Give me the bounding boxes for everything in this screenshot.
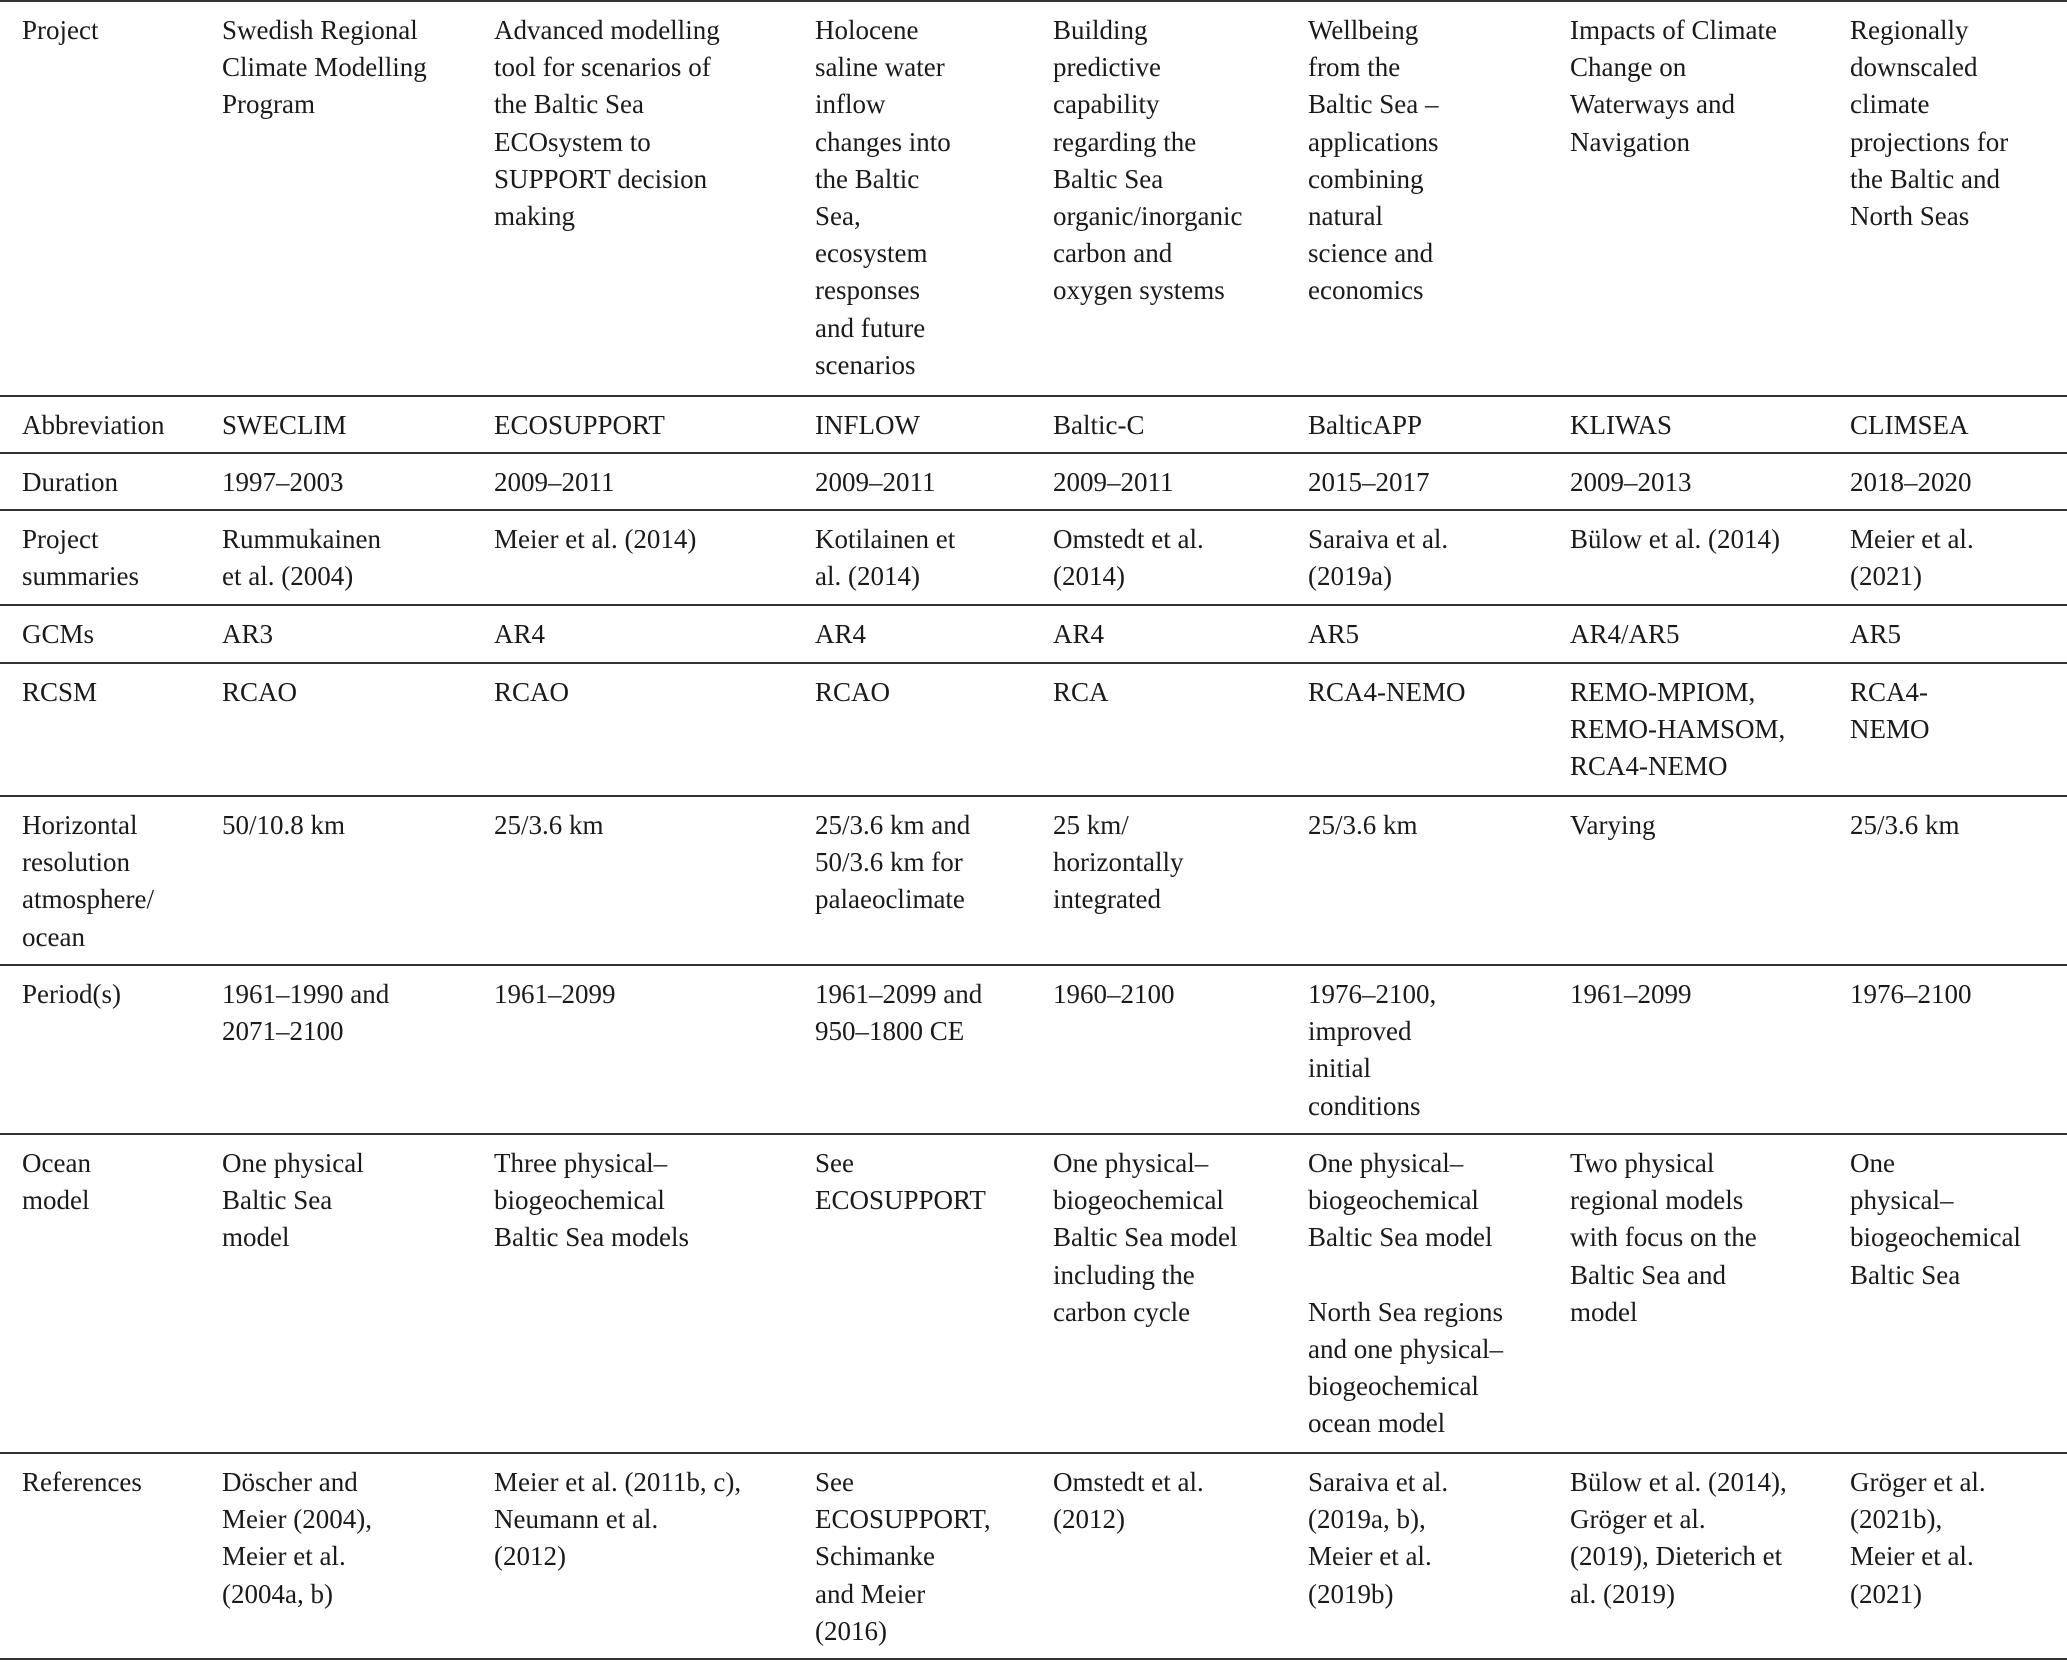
table-cell: RCA <box>1053 677 1109 707</box>
table-cell: Bülow et al. (2014) <box>1570 524 1780 554</box>
table-cell: 25/3.6 km and 50/3.6 km for palaeoclimate <box>815 810 971 915</box>
table-cell: Gröger et al. (2021b), Meier et al. (2021) <box>1850 1467 1986 1609</box>
table-row-periods <box>0 964 2067 1134</box>
row-label: Ocean model <box>22 1148 91 1216</box>
table-cell: Advanced modelling tool for scenarios of the Baltic Sea ECOsystem to SUPPORT decision making <box>494 15 720 232</box>
table-cell: Regionally downscaled climate projections for the Baltic and North Seas <box>1850 15 2009 232</box>
table-cell: Swedish Regional Climate Modelling Program <box>222 15 427 120</box>
table-cell: Saraiva et al. (2019a, b), Meier et al. (2019b) <box>1308 1467 1449 1609</box>
table-cell: 1976–2100 <box>1850 979 1972 1009</box>
table-row-ocean-model <box>0 1133 2067 1453</box>
table-cell: 1961–1990 and 2071–2100 <box>222 979 390 1047</box>
table-cell: 25/3.6 km <box>494 810 604 840</box>
table-cell: 1997–2003 <box>222 467 344 497</box>
table-cell: Bülow et al. (2014), Gröger et al. (2019), Dieterich et al. (2019) <box>1570 1467 1787 1609</box>
table-cell: 2009–2013 <box>1570 467 1692 497</box>
table-cell: BalticAPP <box>1308 410 1423 440</box>
table-cell: One physical Baltic Sea model <box>222 1148 364 1253</box>
table-cell: Meier et al. (2021) <box>1850 524 1974 592</box>
table-cell: 1961–2099 <box>1570 979 1692 1009</box>
table-row-abbreviation <box>0 395 2067 452</box>
table-cell: AR4 <box>815 619 867 649</box>
table-cell: AR4 <box>494 619 546 649</box>
row-label: Duration <box>22 467 118 497</box>
table-cell: Wellbeing from the Baltic Sea – applications combining natural science and economics <box>1308 15 1439 306</box>
table-cell: 2018–2020 <box>1850 467 1972 497</box>
table-cell: CLIMSEA <box>1850 410 1969 440</box>
table-cell: AR3 <box>222 619 274 649</box>
table-row-project <box>0 0 2067 396</box>
table-cell: One physical– biogeochemical Baltic Sea <box>1850 1148 2021 1290</box>
table-cell: KLIWAS <box>1570 410 1672 440</box>
table-row-horizontal-resolution <box>0 795 2067 965</box>
table-cell: RCAO <box>222 677 298 707</box>
table-cell: 50/10.8 km <box>222 810 346 840</box>
table-cell: 25/3.6 km <box>1308 810 1418 840</box>
table-row-project-summaries <box>0 509 2067 605</box>
table-cell: RCAO <box>815 677 891 707</box>
row-label: Horizontal resolution atmosphere/ ocean <box>22 810 154 952</box>
table-cell: Kotilainen et al. (2014) <box>815 524 956 592</box>
table-cell: 1976–2100, improved initial conditions <box>1308 979 1437 1121</box>
row-label: Project <box>22 15 99 45</box>
table-row-duration <box>0 452 2067 510</box>
table-cell: REMO-MPIOM, REMO-HAMSOM, RCA4-NEMO <box>1570 677 1786 782</box>
table-cell: One physical– biogeochemical Baltic Sea model North Sea regions and one physical– biogeochemical ocean model <box>1308 1148 1503 1439</box>
row-label: Abbreviation <box>22 410 165 440</box>
table-cell: Omstedt et al. (2012) <box>1053 1467 1204 1535</box>
table-row-references <box>0 1452 2067 1660</box>
table-cell: AR5 <box>1850 619 1902 649</box>
table-cell: One physical– biogeochemical Baltic Sea model including the carbon cycle <box>1053 1148 1238 1327</box>
table-cell: 25/3.6 km <box>1850 810 1960 840</box>
table-cell: 2009–2011 <box>815 467 936 497</box>
table-row-rcsm <box>0 662 2067 796</box>
row-label: GCMs <box>22 619 95 649</box>
table-cell: Three physical– biogeochemical Baltic Sea models <box>494 1148 689 1253</box>
table-cell: Building predictive capability regarding the Baltic Sea organic/inorganic carbon and oxygen systems <box>1053 15 1243 306</box>
table-cell: 2015–2017 <box>1308 467 1430 497</box>
table-cell: Meier et al. (2011b, c), Neumann et al. (2012) <box>494 1467 742 1572</box>
table-cell: AR4 <box>1053 619 1105 649</box>
table-cell: Meier et al. (2014) <box>494 524 697 554</box>
table-cell: See ECOSUPPORT, Schimanke and Meier (2016) <box>815 1467 991 1646</box>
table-cell: See ECOSUPPORT <box>815 1148 986 1216</box>
table-cell: Holocene saline water inflow changes into the Baltic Sea, ecosystem responses and future scenarios <box>815 15 951 380</box>
row-label: RCSM <box>22 677 98 707</box>
table-cell: RCA4- NEMO <box>1850 677 1930 745</box>
row-label: References <box>22 1467 142 1497</box>
table-cell: 2009–2011 <box>1053 467 1174 497</box>
table-cell: Impacts of Climate Change on Waterways and Navigation <box>1570 15 1777 157</box>
table-cell: INFLOW <box>815 410 920 440</box>
table-cell: RCA4-NEMO <box>1308 677 1466 707</box>
row-label: Project summaries <box>22 524 139 592</box>
table-cell: Two physical regional models with focus on the Baltic Sea and model <box>1570 1148 1757 1327</box>
table-cell: 1961–2099 and 950–1800 CE <box>815 979 983 1047</box>
table-row-gcms <box>0 604 2067 663</box>
table-cell: AR5 <box>1308 619 1360 649</box>
table-cell: Baltic-C <box>1053 410 1145 440</box>
table-cell: Omstedt et al. (2014) <box>1053 524 1204 592</box>
table-cell: 1961–2099 <box>494 979 616 1009</box>
table-cell: AR4/AR5 <box>1570 619 1680 649</box>
table-cell: ECOSUPPORT <box>494 410 665 440</box>
table-cell: 25 km/ horizontally integrated <box>1053 810 1184 915</box>
table-cell: RCAO <box>494 677 570 707</box>
table-cell: 2009–2011 <box>494 467 615 497</box>
table-cell: Saraiva et al. (2019a) <box>1308 524 1449 592</box>
table-cell: Rummukainen et al. (2004) <box>222 524 381 592</box>
table-cell: 1960–2100 <box>1053 979 1175 1009</box>
table-cell: SWECLIM <box>222 410 347 440</box>
table-cell: Varying <box>1570 810 1656 840</box>
row-label: Period(s) <box>22 979 121 1009</box>
table-cell: Döscher and Meier (2004), Meier et al. (2004a, b) <box>222 1467 372 1609</box>
